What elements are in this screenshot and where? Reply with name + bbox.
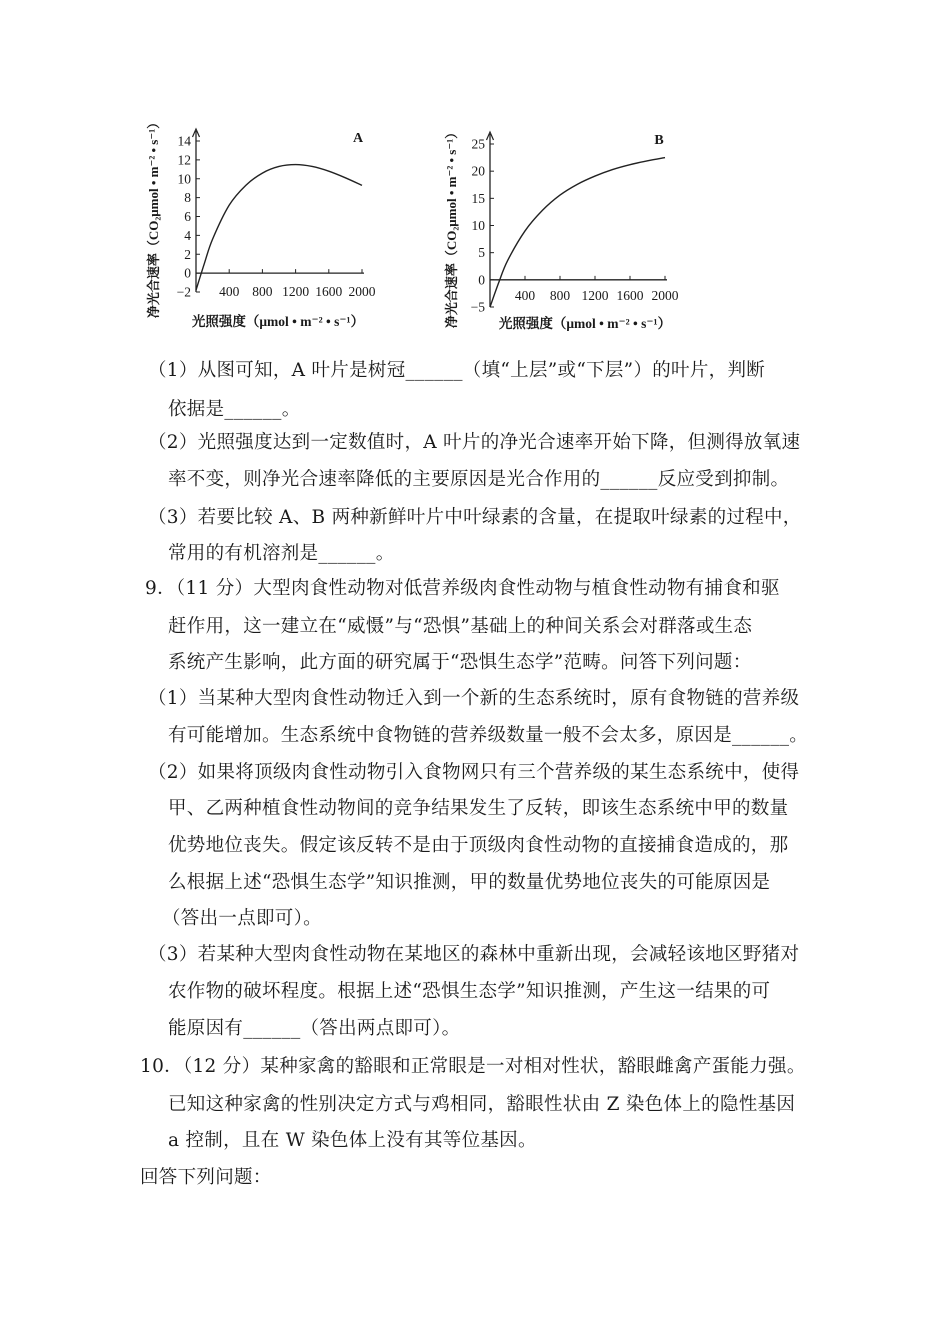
y-tick-label: −2	[176, 284, 191, 300]
q9-stem-line1: 9．（11 分）大型肉食性动物对低营养级肉食性动物与植食性动物有捕食和驱	[145, 578, 780, 599]
y-tick-label: 20	[471, 163, 485, 179]
q8-2-line1: （2）光照强度达到一定数值时，A 叶片的净光合速率开始下降，但测得放氧速	[148, 432, 801, 453]
q10-stem-line2: 已知这种家禽的性别决定方式与鸡相同，豁眼性状由 Z 染色体上的隐性基因	[168, 1094, 796, 1115]
y-axis-label: 净光合速率（CO₂μmol • m⁻² • s⁻¹）	[444, 125, 459, 329]
x-tick-label: 1200	[581, 288, 609, 303]
y-tick-label: 5	[478, 245, 485, 261]
q9-1-line2: 有可能增加。生态系统中食物链的营养级数量一般不会太多，原因是______。	[168, 725, 809, 746]
series-line	[490, 158, 665, 307]
q8-2-line2: 率不变，则净光合速率降低的主要原因是光合作用的______反应受到抑制。	[168, 469, 790, 490]
q9-3-line3: 能原因有______（答出两点即可）。	[168, 1018, 461, 1039]
y-tick-label: 4	[184, 227, 191, 243]
chart-b-svg	[440, 122, 690, 342]
x-tick-label: 800	[549, 288, 571, 303]
chart-a	[140, 122, 380, 346]
y-tick-label: 10	[177, 171, 191, 187]
y-tick-label: 14	[177, 133, 191, 149]
q9-2-line2: 甲、乙两种植食性动物间的竞争结果发生了反转，即该生态系统中甲的数量	[168, 798, 789, 819]
figure-charts	[140, 122, 700, 342]
y-tick-label: 8	[184, 190, 191, 206]
y-tick-label: 10	[471, 218, 485, 233]
q9-3-line1: （3）若某种大型肉食性动物在某地区的森林中重新出现，会减轻该地区野猪对	[148, 944, 800, 965]
y-tick-label: 6	[184, 209, 191, 224]
x-tick-label: 1600	[315, 284, 343, 299]
q8-1-line1: （1）从图可知，A 叶片是树冠______（填“上层”或“下层”）的叶片，判断	[148, 360, 766, 381]
x-tick-label: 2000	[348, 284, 376, 299]
q8-1-line2: 依据是______。	[168, 399, 301, 420]
chart-b	[440, 122, 690, 346]
y-axis-label: 净光合速率（CO₂μmol • m⁻² • s⁻¹）	[146, 122, 161, 319]
q9-stem-line2: 赶作用，这一建立在“威慑”与“恐惧”基础上的种间关系会对群落或生态	[168, 616, 753, 637]
y-tick-label: −5	[470, 299, 485, 315]
x-tick-label: 400	[219, 284, 240, 299]
q9-2-line4: 么根据上述“恐惧生态学”知识推测，甲的数量优势地位丧失的可能原因是	[168, 872, 771, 893]
y-tick-label: 15	[471, 190, 485, 206]
q9-2-line3: 优势地位丧失。假定该反转不是由于顶级肉食性动物的直接捕食造成的，那	[168, 835, 789, 856]
y-tick-label: 0	[478, 272, 485, 288]
x-axis-label: 光照强度（μmol • m⁻² • s⁻¹）	[498, 316, 672, 331]
x-tick-label: 800	[252, 284, 273, 299]
x-tick-label: 1200	[282, 284, 310, 299]
y-tick-label: 25	[471, 136, 485, 152]
q8-3-line1: （3）若要比较 A、B 两种新鲜叶片中叶绿素的含量，在提取叶绿素的过程中，	[148, 507, 802, 528]
q9-stem-line3: 系统产生影响，此方面的研究属于“恐惧生态学”范畴。问答下列问题：	[168, 652, 752, 673]
q9-1-line1: （1）当某种大型肉食性动物迁入到一个新的生态系统时，原有食物链的营养级	[148, 688, 800, 709]
x-tick-label: 1600	[616, 288, 644, 303]
y-tick-label: 2	[184, 246, 191, 262]
q10-stem-line1: 10．（12 分）某种家禽的豁眼和正常眼是一对相对性状，豁眼雌禽产蛋能力强。	[140, 1056, 806, 1077]
q9-2-line5: （答出一点即可）。	[162, 908, 322, 929]
series-line	[196, 165, 362, 291]
q8-3-line2: 常用的有机溶剂是______。	[168, 543, 395, 564]
chart-title: B	[654, 133, 664, 148]
chart-a-svg	[140, 122, 380, 342]
y-tick-label: 12	[177, 152, 191, 168]
x-axis-label: 光照强度（μmol • m⁻² • s⁻¹）	[191, 314, 365, 329]
chart-title: A	[352, 131, 364, 146]
y-tick-label: 0	[184, 265, 191, 281]
x-tick-label: 400	[514, 288, 536, 303]
q9-3-line2: 农作物的破坏程度。根据上述“恐惧生态学”知识推测，产生这一结果的可	[168, 981, 771, 1002]
q9-2-line1: （2）如果将顶级肉食性动物引入食物网只有三个营养级的某生态系统中，使得	[148, 762, 800, 783]
x-tick-label: 2000	[651, 288, 679, 303]
q10-stem-line3: a 控制，且在 W 染色体上没有其等位基因。	[168, 1130, 537, 1151]
q10-prompt: 回答下列问题：	[140, 1167, 272, 1188]
